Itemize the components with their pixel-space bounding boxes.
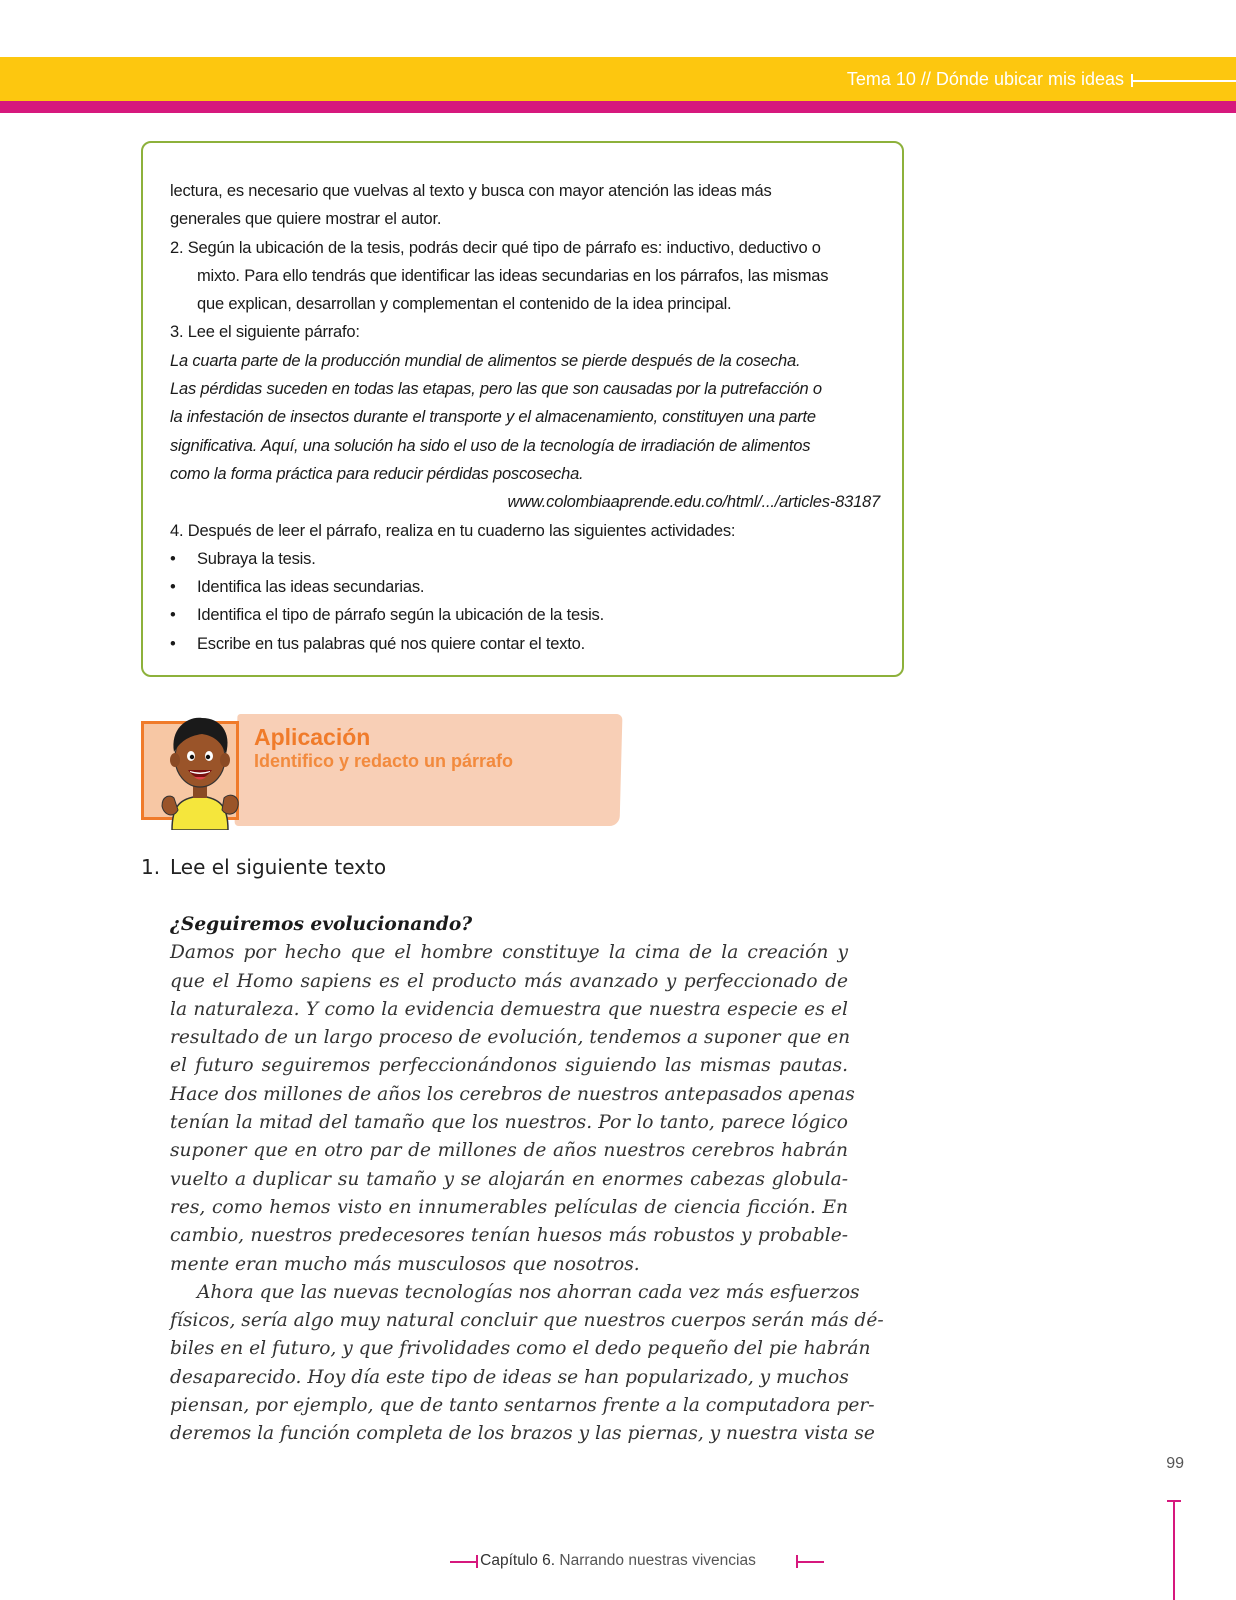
footer-chapter: Capítulo 6. bbox=[480, 1552, 556, 1569]
essay-line: piensan, por ejemplo, que de tanto sentarnos frente a la computadora per- bbox=[170, 1395, 875, 1417]
item-2-line: mixto. Para ello tendrás que identificar las ideas secundarias en los párrafos, las mismas bbox=[197, 266, 829, 285]
essay-line: físicos, sería algo muy natural concluir que nuestros cuerpos serán más dé- bbox=[170, 1310, 884, 1332]
essay-line: cambio, nuestros predecesores tenían huesos más robustos y probable- bbox=[170, 1225, 848, 1247]
header-title: Tema 10 // Dónde ubicar mis ideas bbox=[846, 69, 1124, 89]
essay-line: Damos por hecho que el hombre constituye la cima de la creación y bbox=[170, 942, 848, 964]
item-3: 3. Lee el siguiente párrafo: bbox=[170, 323, 360, 342]
essay-line: suponer que en otro par de millones de años nuestros cerebros habrán bbox=[170, 1140, 848, 1162]
activity-box-content bbox=[170, 177, 890, 658]
essay-line: deremos la función completa de los brazos y las piernas, y nuestra vista se bbox=[170, 1423, 875, 1445]
bullet-item: • Identifica las ideas secundarias. bbox=[170, 573, 890, 601]
essay-line: resultado de un largo proceso de evolución, tendemos a suponer que en bbox=[170, 1027, 851, 1049]
exercise-instruction bbox=[141, 855, 386, 879]
essay-line: mente eran mucho más musculosos que nosotros. bbox=[170, 1253, 640, 1275]
header-accent-stripe bbox=[0, 101, 1236, 113]
footer-rule-right bbox=[796, 1561, 824, 1563]
essay-line: biles en el futuro, y que frivolidades como el dedo pequeño del pie habrán bbox=[170, 1338, 871, 1360]
bullet-item: • Identifica el tipo de párrafo según la ubicación de la tesis. bbox=[170, 601, 890, 629]
essay-line: la naturaleza. Y como la evidencia demuestra que nuestra especie es el bbox=[170, 998, 848, 1020]
bullet-icon: • bbox=[170, 549, 176, 568]
quote-line: Las pérdidas suceden en todas las etapas, pero las que son causadas por la putrefacción o bbox=[170, 380, 822, 399]
item-2-line: que explican, desarrollan y complementan el contenido de la idea principal. bbox=[197, 295, 732, 314]
footer-title: Narrando nuestras vivencias bbox=[559, 1552, 756, 1569]
box-line: lectura, es necesario que vuelvas al texto y busca con mayor atención las ideas más bbox=[170, 182, 772, 200]
essay-line: desaparecido. Hoy día este tipo de ideas se han popularizado, y muchos bbox=[170, 1366, 849, 1388]
item-2-line: 2. Según la ubicación de la tesis, podrás decir qué tipo de párrafo es: inductivo, deductivo o bbox=[170, 238, 821, 257]
page-number: 99 bbox=[1166, 1455, 1184, 1472]
essay-line: Hace dos millones de años los cerebros de nuestros antepasados apenas bbox=[170, 1083, 855, 1105]
bullet-item: • Escribe en tus palabras qué nos quiere contar el texto. bbox=[170, 630, 890, 658]
essay-line: que el Homo sapiens es el producto más avanzado y perfeccionado de bbox=[170, 970, 848, 992]
essay-line: vuelto a duplicar su tamaño y se alojarán en enormes cabezas globula- bbox=[170, 1168, 848, 1190]
bullet-item: • Subraya la tesis. bbox=[170, 545, 890, 573]
margin-rule bbox=[1173, 1500, 1175, 1600]
exercise-text: Lee el siguiente texto bbox=[170, 855, 387, 879]
quote-line: como la forma práctica para reducir pérdidas poscosecha. bbox=[170, 464, 584, 483]
essay-line: el futuro seguiremos perfeccionándonos siguiendo las mismas pautas. bbox=[170, 1055, 848, 1077]
quote-line: la infestación de insectos durante el transporte y el almacenamiento, constituyen una parte bbox=[170, 408, 816, 427]
essay-line: res, como hemos visto en innumerables películas de ciencia ficción. En bbox=[170, 1196, 848, 1218]
essay bbox=[170, 911, 884, 1449]
student-avatar-icon bbox=[150, 710, 250, 830]
quote-line: significativa. Aquí, una solución ha sido el uso de la tecnología de irradiación de alimentos bbox=[170, 436, 811, 455]
bullet-icon: • bbox=[170, 578, 176, 597]
footer bbox=[0, 1552, 1236, 1570]
quote-source: www.colombiaaprende.edu.co/html/.../articles-83187 bbox=[507, 493, 880, 512]
essay-paragraph-1 bbox=[170, 939, 855, 1279]
bullet-icon: • bbox=[170, 606, 176, 625]
item-4: 4. Después de leer el párrafo, realiza en tu cuaderno las siguientes actividades: bbox=[170, 521, 736, 540]
quote-line: La cuarta parte de la producción mundial de alimentos se pierde después de la cosecha. bbox=[170, 351, 801, 370]
essay-line: Ahora que las nuevas tecnologías nos ahorran cada vez más esfuerzos bbox=[197, 1281, 860, 1303]
essay-title: ¿Seguiremos evolucionando? bbox=[170, 914, 473, 935]
header-rule bbox=[1131, 80, 1236, 82]
aplicacion-title: Aplicación bbox=[254, 724, 371, 750]
exercise-number: 1. bbox=[141, 855, 161, 879]
essay-paragraph-2 bbox=[170, 1279, 884, 1449]
box-line: generales que quiere mostrar el autor. bbox=[170, 210, 442, 229]
aplicacion-subtitle: Identifico y redacto un párrafo bbox=[254, 751, 514, 771]
essay-line: tenían la mitad del tamaño que los nuestros. Por lo tanto, parece lógico bbox=[170, 1112, 848, 1134]
bullet-icon: • bbox=[170, 634, 176, 653]
